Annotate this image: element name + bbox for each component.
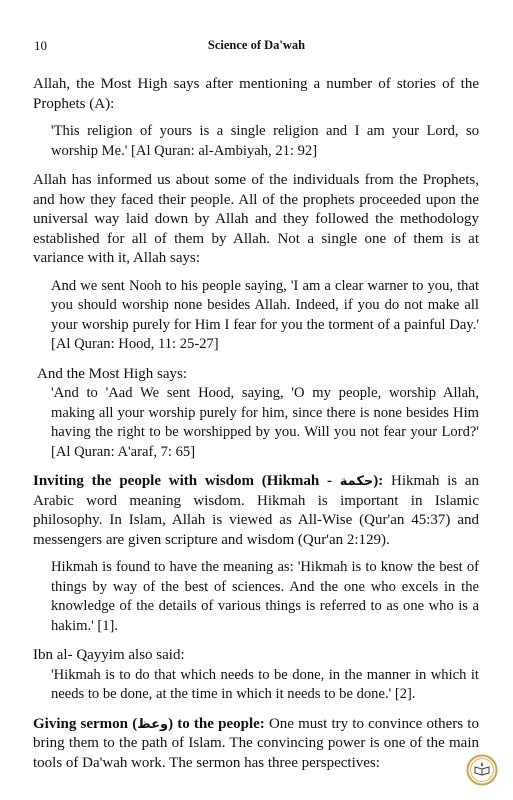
page-header: [34, 38, 479, 54]
heading-sermon-arabic: وعظ: [137, 716, 169, 732]
quote-hood-nooh: And we sent Nooh to his people saying, 'I am a clear warner to you, that you should worship none besides Allah. Indeed, if you do not make all your worship purely for Him I fear for you the torment of a painful Day.' [Al Quran: Hood, 11: 25-27]: [51, 277, 479, 352]
heading-hikmah-label: Inviting the people with wisdom (Hikmah -: [33, 473, 340, 489]
heading-hikmah-arabic: حكمة: [339, 474, 374, 489]
paragraph-ibn-qayyim: Ibn al- Qayyim also said:: [33, 647, 185, 663]
quote-ibn-qayyim: 'Hikmah is to do that which needs to be done, in the manner in which it needs to be done, at the time in which it needs to be done.' [2].: [51, 666, 479, 702]
heading-hikmah: [33, 473, 383, 489]
heading-hikmah-close: ):: [373, 473, 384, 489]
paragraph-intro: Allah, the Most High says after mentioning a number of stories of the Prophets (A):: [33, 76, 479, 112]
quote-hikmah-meaning: Hikmah is found to have the meaning as: 'Hikmah is to know the best of things by way of the best of sciences. And the one who excels in the knowledge of the details of various things is referred to as one who is a hakim.' [1].: [51, 559, 479, 634]
hikmah-text: Hikmah is an Arabic word meaning wisdom. Hikmah is important in Islamic philosophy. In Islam, Allah is viewed as All-Wise (Qur'an 45:37) and messengers are given scripture and wisdom (Qur'an 2:129).: [33, 473, 479, 548]
running-title: Science of Da'wah: [207, 38, 306, 52]
section-hikmah: [33, 472, 479, 550]
page-body: [33, 75, 479, 781]
paragraph-prophets: Allah has informed us about some of the individuals from the Prophets, and how they faced their people. All of the prophets proceeded upon the universal way laid down by Allah and they followed the methodology established for all of them by Allah. Not a single one of them is at variance with it, Allah says:: [33, 172, 479, 266]
quote-araf: 'And to 'Aad We sent Hood, saying, 'O my people, worship Allah, making all your worship purely for him, since there is none besides Him having the right to be worshipped by you. Will you not fear your Lord?' [Al Quran: A'araf, 7: 65]: [51, 385, 479, 460]
paragraph-most-high: And the Most High says:: [37, 365, 187, 382]
quote-ambiyah: 'This religion of yours is a single religion and I am your Lord, so worship Me.' [Al Quran: al-Ambiyah, 21: 92]: [51, 123, 479, 159]
book-emblem-icon: [466, 754, 498, 786]
sermon-text: One must try to convince others to bring them to the path of Islam. The convincing power is one of the main tools of Da'wah work. The sermon has three perspectives:: [33, 715, 479, 771]
section-sermon: [33, 715, 479, 774]
heading-sermon-label: Giving sermon (: [33, 715, 138, 732]
heading-sermon: [33, 716, 265, 732]
page-number: 10: [34, 38, 47, 53]
heading-sermon-close: ) to the people:: [168, 715, 265, 732]
